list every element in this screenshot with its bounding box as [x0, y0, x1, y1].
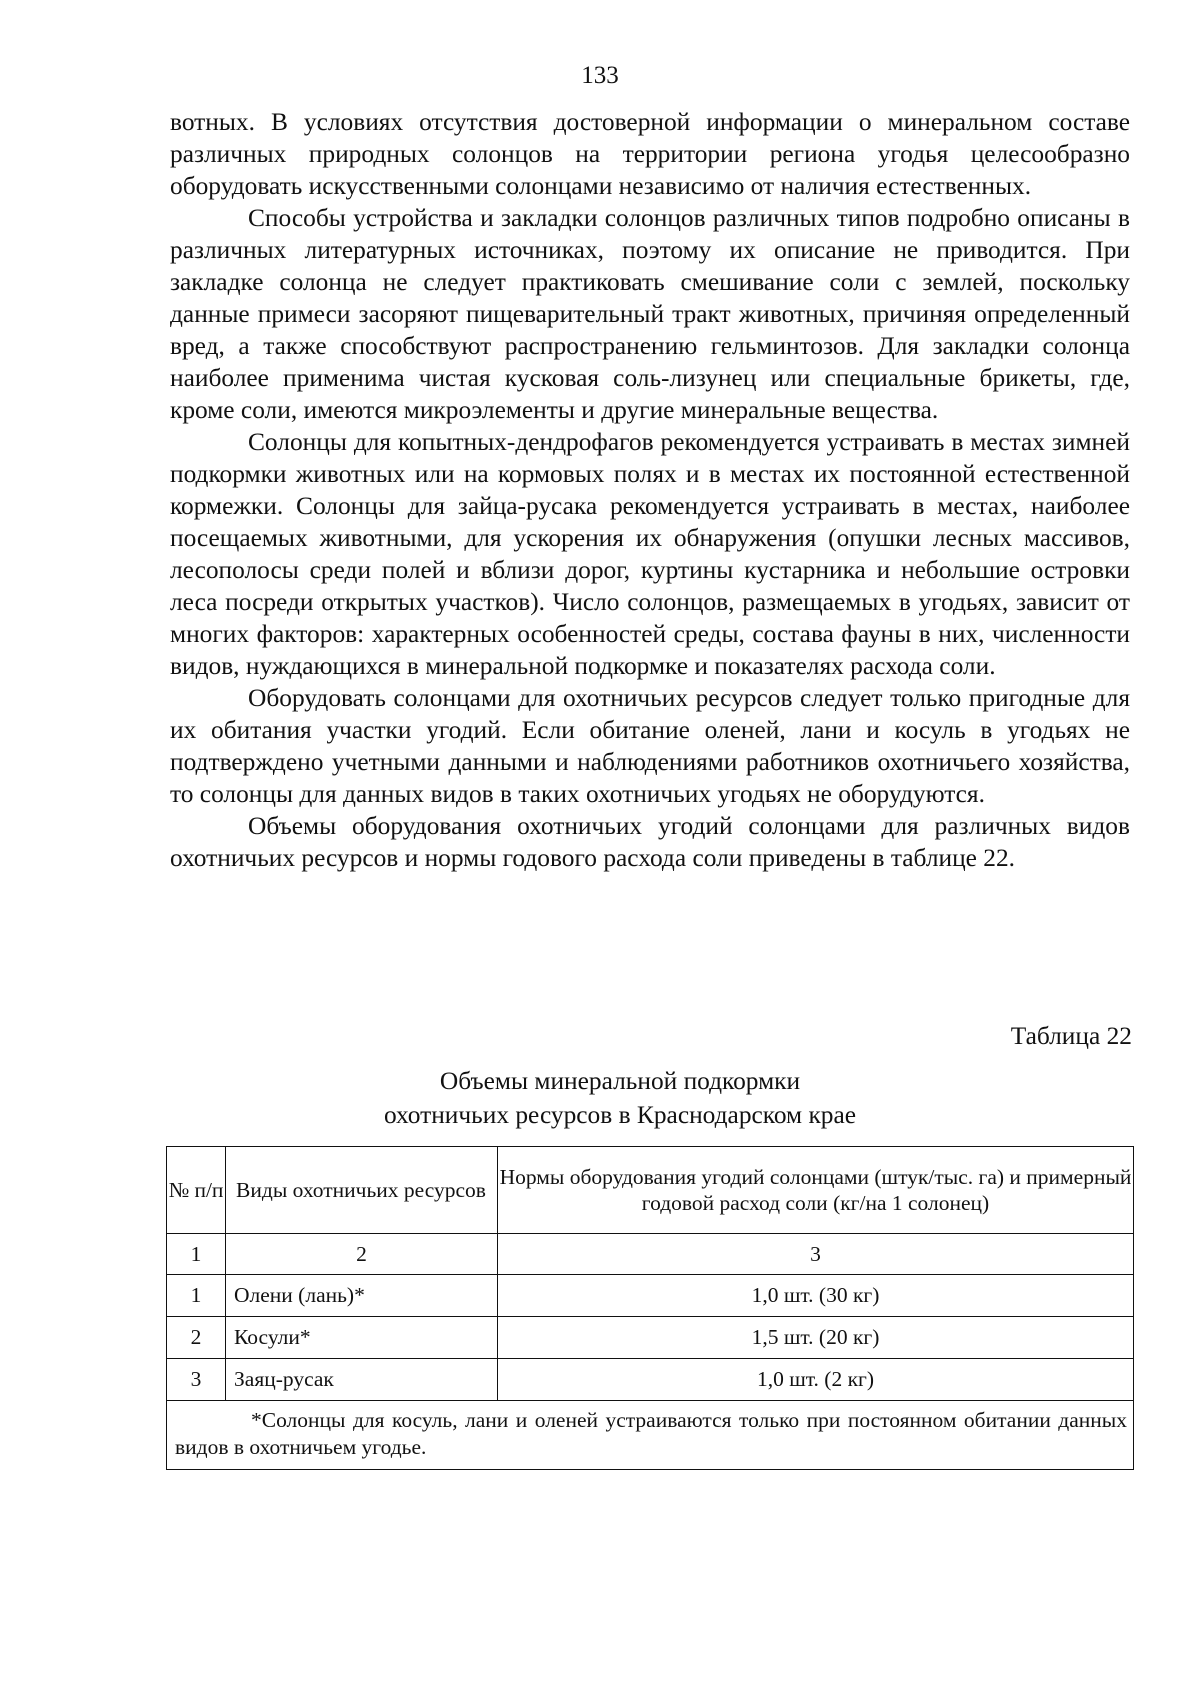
header-num: № п/п — [167, 1147, 226, 1234]
column-number-1: 1 — [167, 1234, 226, 1275]
page-number: 133 — [581, 62, 619, 89]
row-num: 2 — [167, 1317, 226, 1359]
row-norm: 1,0 шт. (2 кг) — [498, 1359, 1134, 1401]
table-row — [167, 1317, 1134, 1359]
table-caption-line-1: Объемы минеральной подкормки — [439, 1067, 801, 1095]
row-species: Косули* — [226, 1317, 498, 1359]
row-num: 3 — [167, 1359, 226, 1401]
mineral-feeding-table — [166, 1146, 1134, 1470]
row-species: Заяц-русак — [226, 1359, 498, 1401]
table-caption-line-2: охотничьих ресурсов в Краснодарском крае — [383, 1101, 857, 1129]
table-footnote-text: *Солонцы для косуль, лани и оленей устраиваются только при постоянном обитании данных видов в охотничьем угодье. — [175, 1408, 1127, 1459]
table-row — [167, 1275, 1134, 1317]
paragraph-salt-lick-placement: Солонцы для копытных-дендрофагов рекомендуется устраивать в местах зимней подкормки животных или на кормовых полях и в местах их постоянной естественной кормежки. Солонцы для зайца-русака рекомендуется устраивать в местах, наиболее посещаемых животными, для ускорения их обнаружения (опушки лесных массивов, лесополосы среди полей и вблизи дорог, куртины кустарника и небольшие островки леса посреди открытых участков). Число солонцов, размещаемых в угодьях, зависит от многих факторов: характерных особенностей среды, состава фауны в них, численности видов, нуждающихся в минеральной подкормке и показателях расхода соли. — [170, 428, 1130, 680]
column-number-row — [167, 1234, 1134, 1275]
footnote-row — [167, 1401, 1134, 1470]
column-number-2: 2 — [226, 1234, 498, 1275]
table-label: Таблица 22 — [1010, 1022, 1132, 1050]
column-number-3: 3 — [498, 1234, 1134, 1275]
row-num: 1 — [167, 1275, 226, 1317]
table-footnote — [167, 1401, 1134, 1470]
row-species: Олени (лань)* — [226, 1275, 498, 1317]
paragraph-table-reference: Объемы оборудования охотничьих угодий солонцами для различных видов охотничьих ресурсов и нормы годового расхода соли приведены в таблице 22. — [170, 812, 1130, 872]
paragraph-salt-lick-methods: Способы устройства и закладки солонцов различных типов подробно описаны в различных литературных источниках, поэтому их описание не приводится. При закладке солонца не следует практиковать смешивание соли с землей, поскольку данные примеси засоряют пищеварительный тракт животных, причиняя определенный вред, а также способствуют распространению гельминтозов. Для закладки солонца наиболее применима чистая кусковая соль-лизунец или специальные брикеты, где, кроме соли, имеются микроэлементы и другие минеральные вещества. — [170, 204, 1130, 424]
row-norm: 1,0 шт. (30 кг) — [498, 1275, 1134, 1317]
row-norm: 1,5 шт. (20 кг) — [498, 1317, 1134, 1359]
table-header-row — [167, 1147, 1134, 1234]
paragraph-suitable-areas: Оборудовать солонцами для охотничьих ресурсов следует только пригодные для их обитания участки угодий. Если обитание оленей, лани и косуль в угодьях не подтверждено учетными данными и наблюдениями работников охотничьего хозяйства, то солонцы для данных видов в таких охотничьих угодьях не оборудуются. — [170, 684, 1130, 808]
paragraph-continuation: вотных. В условиях отсутствия достоверной информации о минеральном составе различных природных солонцов на территории региона угодья целесообразно оборудовать искусственными солонцами независимо от наличия естественных. — [170, 108, 1130, 200]
body-text — [170, 106, 1130, 874]
table-row — [167, 1359, 1134, 1401]
header-species: Виды охотничьих ресурсов — [226, 1147, 498, 1234]
header-norm: Нормы оборудования угодий солонцами (штук/тыс. га) и примерный годовой расход соли (кг/на 1 солонец) — [498, 1147, 1134, 1234]
table-caption — [300, 1064, 940, 1132]
